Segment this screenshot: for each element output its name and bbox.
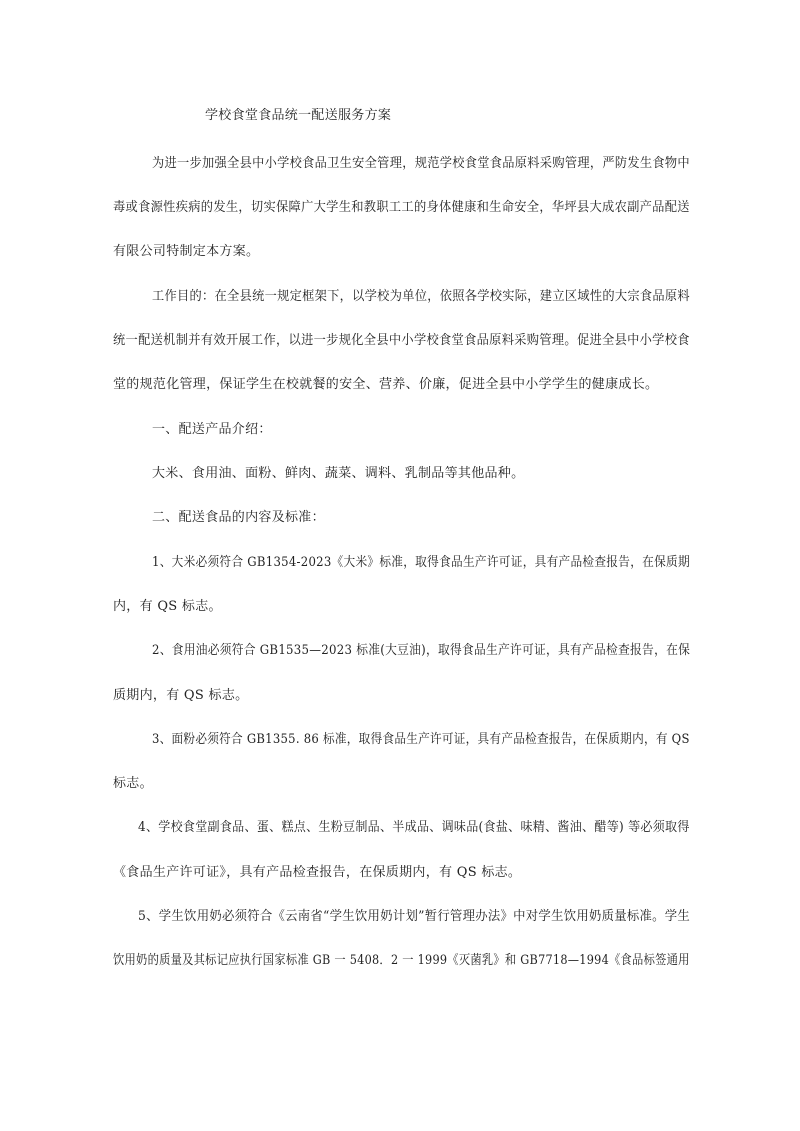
item-5-line-1: 5、学生饮用奶必须符合《云南省“学生饮用奶计划”暂行管理办法》中对学生饮用奶质量标准。学生 [138, 909, 691, 924]
item-2-line-2: 质期内，有 QS 标志。 [113, 688, 249, 703]
item-3-line-1: 3、面粉必须符合 GB1355. 86 标准，取得食品生产许可证，具有产品检查报告，在保质期内，有 QS [152, 732, 690, 747]
item-5-line-2: 饮用奶的质量及其标记应执行国家标准 GB 一 5408．2 一 1999《灭菌乳》和 GB7718—1994《食品标签通用 [113, 953, 690, 968]
document-title: 学校食堂食品统一配送服务方案 [205, 108, 392, 123]
intro-line-1: 为进一步加强全县中小学校食品卫生安全管理，规范学校食堂食品原料采购管理，严防发生食物中 [152, 156, 690, 171]
section-1-heading: 一、配送产品介绍： [152, 422, 272, 437]
intro-line-3: 有限公司特制定本方案。 [113, 244, 260, 259]
item-4-line-2: 《食品生产许可证》，具有产品检查报告，在保质期内，有 QS 标志。 [113, 865, 522, 880]
intro-line-2: 毒或食源性疾病的发生，切实保障广大学生和教职工工的身体健康和生命安全，华坪县大成农副产品配送 [113, 200, 690, 215]
item-3-line-2: 标志。 [113, 776, 153, 791]
section-2-heading: 二、配送食品的内容及标准： [152, 510, 325, 525]
item-4-line-1: 4、学校食堂副食品、蛋、糕点、生粉豆制品、半成品、调味品(食盐、味精、酱油、醋等) 等必须取得 [138, 820, 690, 835]
item-2-line-1: 2、食用油必须符合 GB1535—2023 标准(大豆油)，取得食品生产许可证，具有产品检查报告，在保 [152, 643, 691, 658]
purpose-line-3: 堂的规范化管理，保证学生在校就餐的安全、营养、价廉，促进全县中小学学生的健康成长。 [113, 377, 659, 392]
item-1-line-1: 1、大米必须符合 GB1354-2023《大米》标准，取得食品生产许可证，具有产品检查报告，在保质期 [152, 555, 690, 570]
section-1-body: 大米、食用油、面粉、鲜肉、蔬菜、调料、乳制品等其他品种。 [152, 466, 525, 481]
purpose-line-2: 统一配送机制并有效开展工作，以进一步规化全县中小学校食堂食品原料采购管理。促进全县中小学校食 [113, 333, 690, 348]
item-1-line-2: 内，有 QS 标志。 [113, 599, 222, 614]
purpose-line-1: 工作目的：在全县统一规定框架下，以学校为单位，依照各学校实际，建立区域性的大宗食品原料 [152, 289, 690, 304]
